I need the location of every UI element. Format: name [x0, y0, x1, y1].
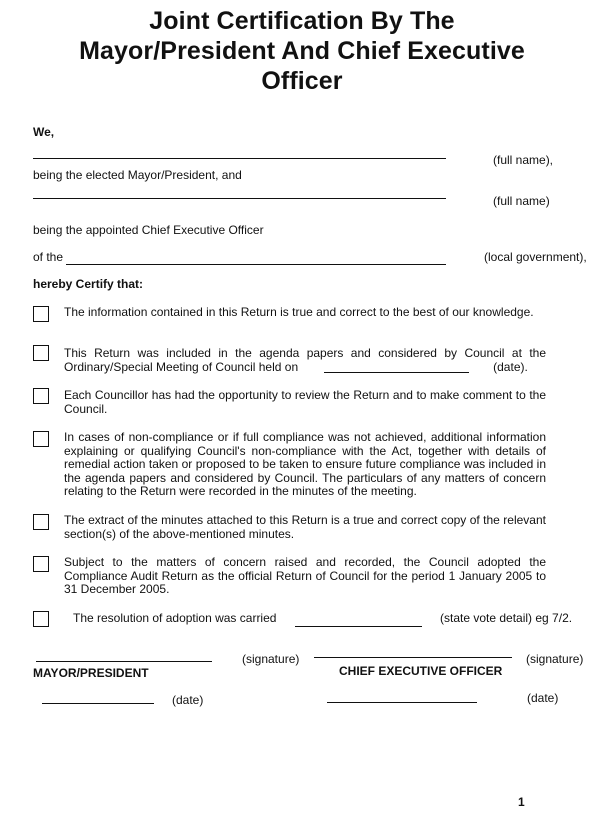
title-line-2: Mayor/President And Chief Executive — [79, 37, 525, 65]
local-government-label: (local government), — [484, 250, 587, 264]
item-6-text: Subject to the matters of concern raised and recorded, the Council adopted the Compliance Audit Return as the official Return of Council for the period 1 January 2005 to 31 December 2005. — [64, 555, 546, 596]
page-number: 1 — [518, 795, 525, 809]
vote-detail-field[interactable] — [295, 626, 422, 627]
mayor-title: MAYOR/PRESIDENT — [33, 666, 149, 680]
full-name-label-2: (full name) — [493, 194, 550, 208]
ceo-signature-label: (signature) — [526, 652, 584, 666]
ceo-signature-line[interactable] — [314, 657, 512, 658]
item-1-text: The information contained in this Return is true and correct to the best of our knowledge. — [64, 305, 534, 319]
mayor-signature-line[interactable] — [36, 661, 212, 662]
checkbox-item-4[interactable] — [33, 431, 49, 447]
ceo-date-line[interactable] — [327, 702, 477, 703]
checkbox-item-5[interactable] — [33, 514, 49, 530]
mayor-date-label: (date) — [172, 693, 204, 707]
elected-mayor-text: being the elected Mayor/President, and — [33, 168, 242, 182]
certify-heading: hereby Certify that: — [33, 277, 144, 291]
checkbox-item-6[interactable] — [33, 556, 49, 572]
mayor-full-name-field[interactable] — [33, 158, 446, 159]
ceo-title: CHIEF EXECUTIVE OFFICER — [339, 664, 503, 678]
item-5-text: The extract of the minutes attached to this Return is a true and correct copy of the relevant section(s) of the above-mentioned minutes. — [64, 513, 546, 541]
checkbox-item-3[interactable] — [33, 388, 49, 404]
local-government-field[interactable] — [66, 264, 446, 265]
item-2-text: This Return was included in the agenda papers and considered by Council at the Ordinary/Special Meeting of Council held on — [64, 346, 546, 374]
full-name-label-1: (full name), — [493, 153, 554, 167]
title-line-1: Joint Certification By The — [149, 7, 455, 35]
title-line-3: Officer — [261, 67, 343, 95]
item-3-text: Each Councillor has had the opportunity to review the Return and to make comment to the Council. — [64, 388, 546, 416]
item-7-text: The resolution of adoption was carried — [73, 611, 277, 625]
item-2-date-label: (date). — [493, 359, 528, 374]
meeting-date-field[interactable] — [324, 372, 469, 373]
mayor-date-line[interactable] — [42, 703, 154, 704]
ceo-date-label: (date) — [527, 691, 559, 705]
mayor-signature-label: (signature) — [242, 652, 300, 666]
appointed-ceo-text: being the appointed Chief Executive Officer — [33, 223, 264, 237]
of-the-label: of the — [33, 250, 64, 264]
document-title — [0, 6, 604, 96]
ceo-full-name-field[interactable] — [33, 198, 446, 199]
item-4-text: In cases of non-compliance or if full compliance was not achieved, additional information explaining or qualifying Council's non-compliance with the Act, together with details of remedial action taken or proposed to be taken to ensure future compliance was included in the agenda papers and considered by Council. The particulars of any matters of concern relating to the Return were recorded in the minutes of the meeting. — [64, 430, 546, 498]
item-2 — [64, 347, 546, 374]
checkbox-item-2[interactable] — [33, 345, 49, 361]
checkbox-item-1[interactable] — [33, 306, 49, 322]
checkbox-item-7[interactable] — [33, 611, 49, 627]
we-label: We, — [33, 125, 55, 139]
item-7-vote-label: (state vote detail) eg 7/2. — [440, 611, 573, 625]
